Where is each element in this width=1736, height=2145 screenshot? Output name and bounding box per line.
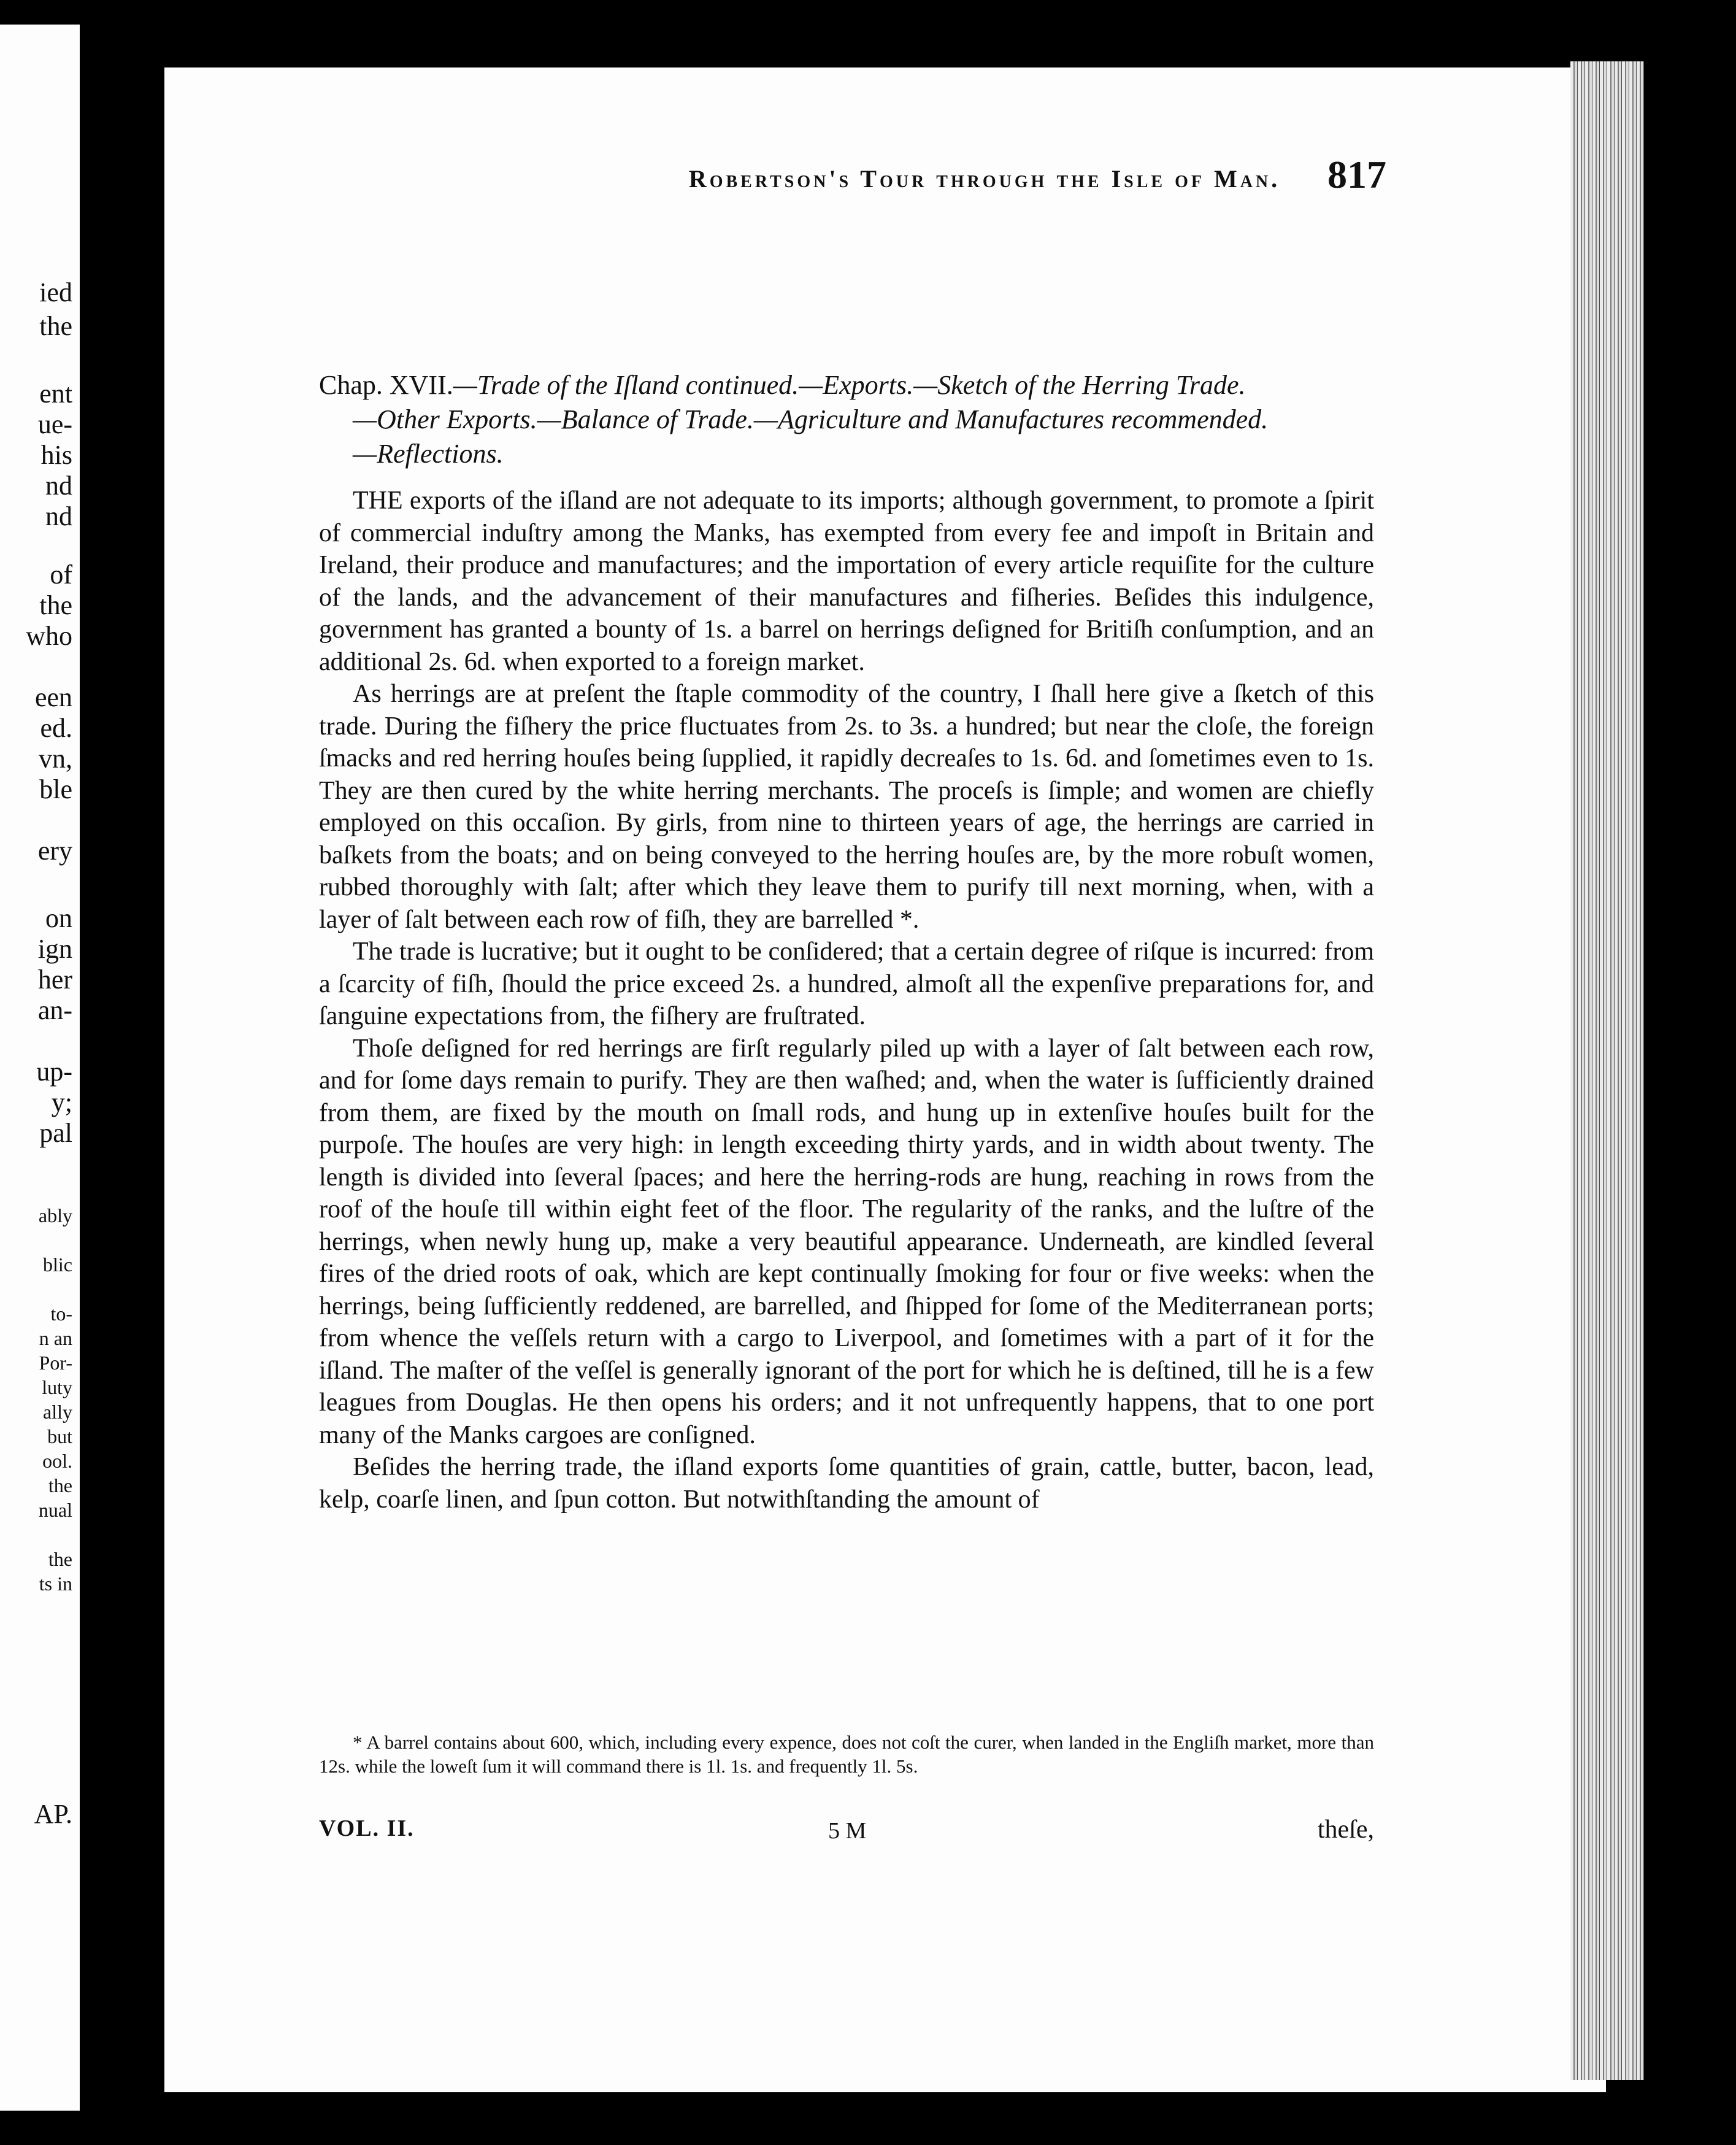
facing-page-text-fragment: vn, — [39, 744, 72, 774]
facing-page-text-fragment: nual — [38, 1499, 72, 1521]
paragraph: The trade is lucrative; but it ought to be conſidered; that a certain degree of riſque is incurred: from a ſcarcity of fiſh, ſhould the price exceed 2s. a hundred, almoſt all the expenſive preparations for, and ſanguine expectations from, the fiſhery are fruſtrated. — [319, 938, 1374, 1030]
signature-mark: 5 M — [828, 1818, 867, 1844]
facing-page-text-fragment: een — [34, 682, 72, 712]
facing-page-text-fragment: ery — [37, 836, 72, 866]
running-head: Robertson's Tour through the Isle of Man. — [688, 165, 1281, 193]
facing-page-text-fragment: the — [48, 1474, 72, 1496]
facing-page-text-fragment: his — [40, 440, 72, 470]
paragraph: As herrings are at preſent the ſtaple commodity of the country, I ſhall here give a ſketch of this trade. During the fiſhery the price fluctuates from 2s. to 3s. a hundred; but near the cloſe, the foreign ſmacks and red herring houſes being ſupplied, it rapidly decreaſes to 1s. 6d. and ſometimes even to 1s. They are then cured by the white herring merchants. The proceſs is ſimple; and women are chiefly employed on this occaſion. By girls, from nine to thirteen years of age, the herrings are carried in baſkets from the boats; and on being conveyed to the herring houſes are, by the more robuſt women, rubbed thoroughly with ſalt; after which they leave them to purify till next morning, when, with a layer of ſalt between each row of fiſh, they are barrelled *. — [319, 680, 1374, 934]
facing-page-text-fragment: ied — [39, 277, 72, 307]
facing-page-text-fragment: the — [48, 1548, 72, 1570]
page-header — [362, 153, 1386, 214]
signature-row — [319, 1815, 1374, 1852]
facing-page-text-fragment: but — [47, 1425, 72, 1447]
main-text — [319, 485, 1374, 1515]
facing-page-text-fragment: ally — [43, 1401, 72, 1423]
chapter-title-part-1: —Trade of the Iſland continued.—Exports.—Sketch of the Herring Trade. — [453, 370, 1246, 400]
chapter-heading — [319, 368, 1374, 471]
facing-page-text-fragment: Por- — [39, 1352, 72, 1374]
facing-page-text-fragment: the — [39, 311, 72, 341]
facing-page-text-fragment: ool. — [42, 1450, 72, 1472]
chapter-title-line-3: —Reflections. — [353, 439, 504, 469]
facing-page-fragment — [0, 25, 80, 2111]
page-number: 817 — [1327, 153, 1386, 196]
facing-page-text-fragment: ed. — [40, 713, 72, 743]
volume-label: VOL. II. — [319, 1816, 415, 1841]
facing-page-text-fragment: blic — [43, 1253, 72, 1276]
chapter-title-line-1 — [319, 368, 1374, 402]
facing-page-text-fragment: her — [37, 965, 72, 995]
paragraph: Beſides the herring trade, the iſland exports ſome quantities of grain, cattle, butter, bacon, lead, kelp, coarſe linen, and ſpun cotton. But notwithſtanding the amount of — [319, 1453, 1374, 1514]
chapter-title-line-2: —Other Exports.—Balance of Trade.—Agriculture and Manufactures recommended. — [353, 404, 1269, 434]
facing-page-text-fragment: AP. — [34, 1799, 72, 1829]
facing-page-text-fragment: who — [26, 621, 72, 651]
facing-page-text-fragment: ue- — [37, 409, 72, 439]
facing-page-text-fragment: the — [39, 590, 72, 620]
facing-page-text-fragment: nd — [45, 471, 72, 501]
catchword: theſe, — [1317, 1816, 1374, 1844]
facing-page-text-fragment: ably — [38, 1204, 72, 1227]
chapter-label: Chap. XVII. — [319, 370, 453, 400]
page-edges — [1570, 61, 1644, 2080]
facing-page-text-fragment: pal — [39, 1118, 72, 1148]
facing-page-text-fragment: ble — [39, 774, 72, 804]
footnote — [319, 1730, 1374, 1778]
facing-page-text-fragment: ent — [39, 379, 72, 409]
paragraph: Thoſe deſigned for red herrings are firſt regularly piled up with a layer of ſalt between each row, and for ſome days remain to purify. They are then waſhed; and, when the water is ſufficiently drained from them, are fixed by the mouth on ſmall rods, and hung up in extenſive houſes built for the purpoſe. The houſes are very high: in length exceeding thirty yards, and in width about twenty. The length is divided into ſeveral ſpaces; and here the herring-rods are hung, reaching in rows from the roof of the houſe till within eight feet of the floor. The regularity of the ranks, and the luſtre of the herrings, when newly hung up, make a very beautiful appearance. Underneath, are kindled ſeveral fires of the dried roots of oak, which are kept continually ſmoking for four or five weeks: when the herrings, being ſufficiently reddened, are barrelled, and ſhipped for ſome of the Mediterranean ports; from whence the veſſels return with a cargo to Liverpool, and ſometimes with a part of it for the iſland. The maſter of the veſſel is generally ignorant of the port for which he is deſtined, till he is a few leagues from Douglas. He then opens his orders; and it not unfrequently happens, that to one port many of the Manks cargoes are conſigned. — [319, 1034, 1374, 1449]
facing-page-text-fragment: to- — [50, 1303, 72, 1325]
facing-page-text-fragment: of — [50, 560, 72, 590]
facing-page-text-fragment: nd — [45, 501, 72, 531]
facing-page-text-fragment: ign — [37, 934, 72, 964]
facing-page-text-fragment: y; — [51, 1087, 72, 1117]
facing-page-text-fragment: up- — [36, 1057, 72, 1087]
paragraph: THE exports of the iſland are not adequate to its imports; although government, to promote a ſpirit of commercial induſtry among the Manks, has exempted from every fee and impoſt in Britain and Ireland, their produce and manufactures; and the importation of every article requiſite for the culture of the lands, and the advancement of their manufactures and fiſheries. Beſides this indulgence, government has granted a bounty of 1s. a barrel on herrings deſigned for Britiſh conſumption, and an additional 2s. 6d. when exported to a foreign market. — [319, 487, 1374, 676]
facing-page-text-fragment: luty — [42, 1376, 72, 1398]
facing-page-text-fragment: n an — [39, 1327, 72, 1349]
footnote-text: * A barrel contains about 600, which, including every expence, does not coſt the curer, when landed in the Engliſh market, more than 12s. while the loweſt ſum it will command there is 1l. 1s. and frequently 1l. 5s. — [319, 1731, 1374, 1777]
facing-page-text-fragment: on — [45, 903, 72, 933]
facing-page-text-fragment: an- — [37, 995, 72, 1025]
facing-page-text-fragment: ts in — [39, 1573, 72, 1595]
